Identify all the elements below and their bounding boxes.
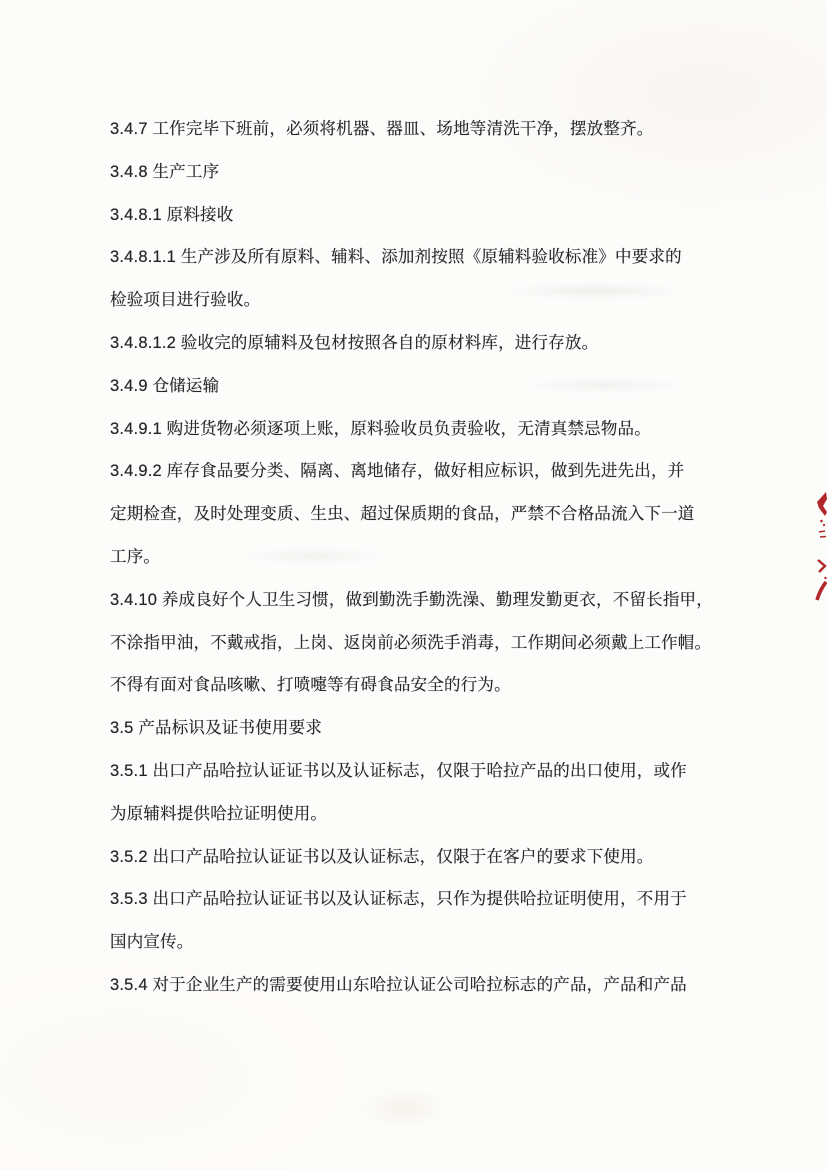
red-ink-mark: [810, 490, 827, 605]
document-line: 3.4.9.1 购进货物必须逐项上账，原料验收员负责验收，无清真禁忌物品。: [110, 419, 651, 438]
document-line: 为原辅料提供哈拉证明使用。: [110, 804, 328, 823]
document-line: 3.5.4 对于企业生产的需要使用山东哈拉认证公司哈拉标志的产品，产品和产品: [110, 975, 687, 994]
document-line: 3.4.8.1 原料接收: [110, 205, 234, 224]
document-line: 3.4.10 养成良好个人卫生习惯，做到勤洗手勤洗澡、勤理发勤更衣，不留长指甲，: [110, 590, 713, 609]
document-line: 3.5.2 出口产品哈拉认证证书以及认证标志，仅限于在客户的要求下使用。: [110, 847, 654, 866]
document-body: [110, 108, 750, 1007]
document-line: 3.5.1 出口产品哈拉认证证书以及认证标志，仅限于哈拉产品的出口使用，或作: [110, 761, 687, 780]
document-line: 不涂指甲油，不戴戒指，上岗、返岗前必须洗手消毒，工作期间必须戴上工作帽。: [110, 633, 712, 652]
document-line: 定期检查，及时处理变质、生虫、超过保质期的食品，严禁不合格品流入下一道: [110, 505, 695, 524]
document-line: 3.4.9 仓储运输: [110, 376, 220, 395]
scan-smudge: [360, 1088, 450, 1128]
document-line: 工序。: [110, 547, 161, 566]
document-line: 3.4.7 工作完毕下班前，必须将机器、器皿、场地等清洗干净，摆放整齐。: [110, 120, 654, 138]
document-line: 不得有面对食品咳嗽、打喷嚏等有碍食品安全的行为。: [110, 676, 511, 695]
document-line: 3.5.3 出口产品哈拉认证证书以及认证标志，只作为提供哈拉证明使用，不用于: [110, 890, 687, 909]
document-line: 3.5 产品标识及证书使用要求: [110, 719, 323, 738]
document-line: 3.4.8.1.2 验收完的原辅料及包材按照各自的原材料库，进行存放。: [110, 333, 599, 352]
document-line: 国内宣传。: [110, 933, 194, 952]
document-line: 3.4.8.1.1 生产涉及所有原料、辅料、添加剂按照《原辅料验收标准》中要求的: [110, 248, 682, 267]
document-line: 3.4.9.2 库存食品要分类、隔离、离地储存，做好相应标识，做到先进先出，并: [110, 462, 685, 481]
document-line: 检验项目进行验收。: [110, 291, 261, 310]
document-line: 3.4.8 生产工序: [110, 162, 220, 181]
